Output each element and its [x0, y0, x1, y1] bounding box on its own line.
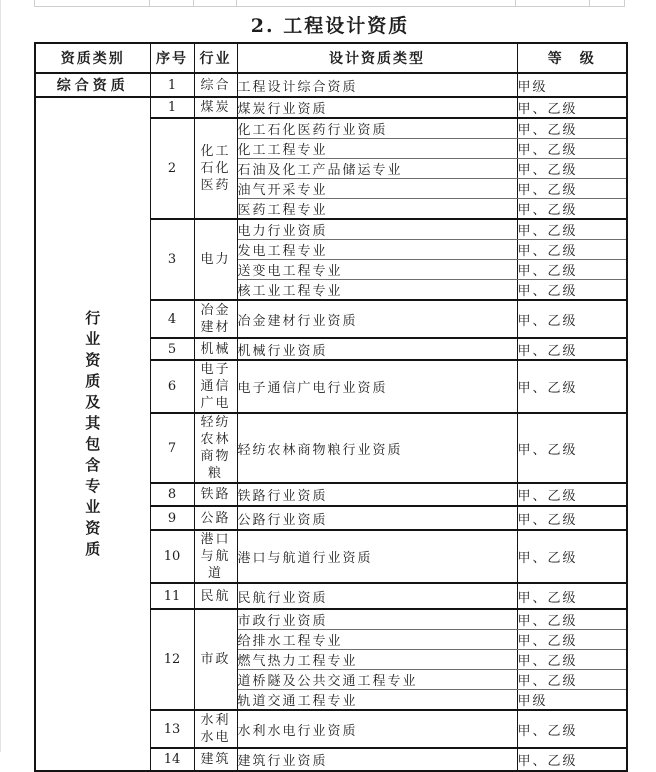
grade-cell: 甲、乙级: [517, 710, 627, 748]
industry-cell: 轻纺 农林 商物 粮: [194, 413, 237, 483]
serial-cell: 13: [150, 710, 194, 748]
grade-cell: 甲、乙级: [517, 483, 627, 506]
industry-cell: 煤炭: [194, 97, 237, 118]
industry-cell: 铁路: [194, 483, 237, 506]
serial-cell: 1: [150, 73, 194, 97]
serial-cell: 3: [150, 219, 194, 300]
industry-cell: 电子 通信 广电: [194, 360, 237, 413]
type-cell: 化工石化医药行业资质: [237, 118, 517, 139]
type-cell: 铁路行业资质: [237, 483, 517, 506]
serial-cell: 1: [150, 97, 194, 118]
type-cell: 化工工程专业: [237, 139, 517, 159]
serial-cell: 12: [150, 609, 194, 710]
industry-cell: 港口 与航 道: [194, 530, 237, 583]
serial-cell: 11: [150, 583, 194, 609]
type-cell: 电力行业资质: [237, 219, 517, 240]
header-row: [35, 43, 627, 73]
grade-cell: 甲、乙级: [517, 609, 627, 630]
grade-cell: 甲、乙级: [517, 240, 627, 260]
grade-cell: 甲、乙级: [517, 630, 627, 650]
grade-cell: 甲级: [517, 690, 627, 711]
serial-cell: 14: [150, 748, 194, 771]
serial-cell: 7: [150, 413, 194, 483]
serial-cell: 6: [150, 360, 194, 413]
grade-cell: 甲级: [517, 73, 627, 97]
grade-cell: 甲、乙级: [517, 338, 627, 360]
grade-cell: 甲、乙级: [517, 118, 627, 139]
type-cell: 煤炭行业资质: [237, 97, 517, 118]
type-cell: 核工业工程专业: [237, 280, 517, 301]
previous-table-bottom-edge: [34, 0, 625, 7]
vertical-category-text: 行 业 资 质 及 其 包 含 专 业 资 质: [85, 309, 101, 558]
type-cell: 油气开采专业: [237, 179, 517, 199]
edge-cell: [35, 0, 150, 6]
edge-cell: [516, 0, 590, 6]
type-cell: 民航行业资质: [237, 583, 517, 609]
serial-cell: 8: [150, 483, 194, 506]
industry-cell: 电力: [194, 219, 237, 300]
type-cell: 医药工程专业: [237, 199, 517, 220]
type-cell: 轨道交通工程专业: [237, 690, 517, 711]
category-cell-comprehensive: 综合资质: [35, 73, 150, 97]
type-cell: 石油及化工产品储运专业: [237, 159, 517, 179]
edge-cell: [590, 0, 625, 6]
type-cell: 轻纺农林商物粮行业资质: [237, 413, 517, 483]
header-type: 设计资质类型: [237, 43, 517, 73]
header-industry: 行业: [194, 43, 237, 73]
header-serial: 序号: [150, 43, 194, 73]
serial-cell: 5: [150, 338, 194, 360]
edge-cell: [194, 0, 237, 6]
grade-cell: 甲、乙级: [517, 159, 627, 179]
type-cell: 公路行业资质: [237, 506, 517, 530]
serial-cell: 9: [150, 506, 194, 530]
industry-cell: 建筑: [194, 748, 237, 771]
grade-cell: 甲、乙级: [517, 139, 627, 159]
type-cell: 建筑行业资质: [237, 748, 517, 771]
grade-cell: 甲、乙级: [517, 530, 627, 583]
type-cell: 送变电工程专业: [237, 260, 517, 280]
type-cell: 港口与航道行业资质: [237, 530, 517, 583]
edge-cell: [237, 0, 517, 6]
industry-cell: 水利 水电: [194, 710, 237, 748]
type-cell: 工程设计综合资质: [237, 73, 517, 97]
grade-cell: 甲、乙级: [517, 506, 627, 530]
serial-cell: 4: [150, 300, 194, 338]
category-cell-industry: [35, 97, 150, 771]
type-cell: 机械行业资质: [237, 338, 517, 360]
industry-cell: 公路: [194, 506, 237, 530]
type-cell: 水利水电行业资质: [237, 710, 517, 748]
grade-cell: 甲、乙级: [517, 670, 627, 690]
grade-cell: 甲、乙级: [517, 260, 627, 280]
page-title: 2. 工程设计资质: [250, 15, 410, 37]
serial-cell: 10: [150, 530, 194, 583]
industry-cell: 冶金 建材: [194, 300, 237, 338]
grade-cell: 甲、乙级: [517, 583, 627, 609]
header-grade: 等 级: [517, 43, 627, 73]
industry-cell: 民航: [194, 583, 237, 609]
industry-cell: 机械: [194, 338, 237, 360]
industry-cell: 化工 石化 医药: [194, 118, 237, 219]
type-cell: 道桥隧及公共交通工程专业: [237, 670, 517, 690]
grade-cell: 甲、乙级: [517, 360, 627, 413]
grade-cell: 甲、乙级: [517, 650, 627, 670]
edge-cell: [150, 0, 194, 6]
table-header: [35, 43, 627, 73]
grade-cell: 甲、乙级: [517, 300, 627, 338]
industry-cell: 市政: [194, 609, 237, 710]
grade-cell: 甲、乙级: [517, 219, 627, 240]
table-row: [35, 73, 627, 97]
header-category: 资质类别: [35, 43, 150, 73]
grade-cell: 甲、乙级: [517, 280, 627, 301]
type-cell: 市政行业资质: [237, 609, 517, 630]
qualification-table: [34, 42, 628, 772]
grade-cell: 甲、乙级: [517, 179, 627, 199]
grade-cell: 甲、乙级: [517, 199, 627, 220]
table-row: [35, 97, 627, 118]
table-body: [35, 73, 627, 771]
industry-cell: 综合: [194, 73, 237, 97]
serial-cell: 2: [150, 118, 194, 219]
type-cell: 燃气热力工程专业: [237, 650, 517, 670]
type-cell: 发电工程专业: [237, 240, 517, 260]
grade-cell: 甲、乙级: [517, 748, 627, 771]
grade-cell: 甲、乙级: [517, 413, 627, 483]
type-cell: 电子通信广电行业资质: [237, 360, 517, 413]
grade-cell: 甲、乙级: [517, 97, 627, 118]
type-cell: 冶金建材行业资质: [237, 300, 517, 338]
type-cell: 给排水工程专业: [237, 630, 517, 650]
